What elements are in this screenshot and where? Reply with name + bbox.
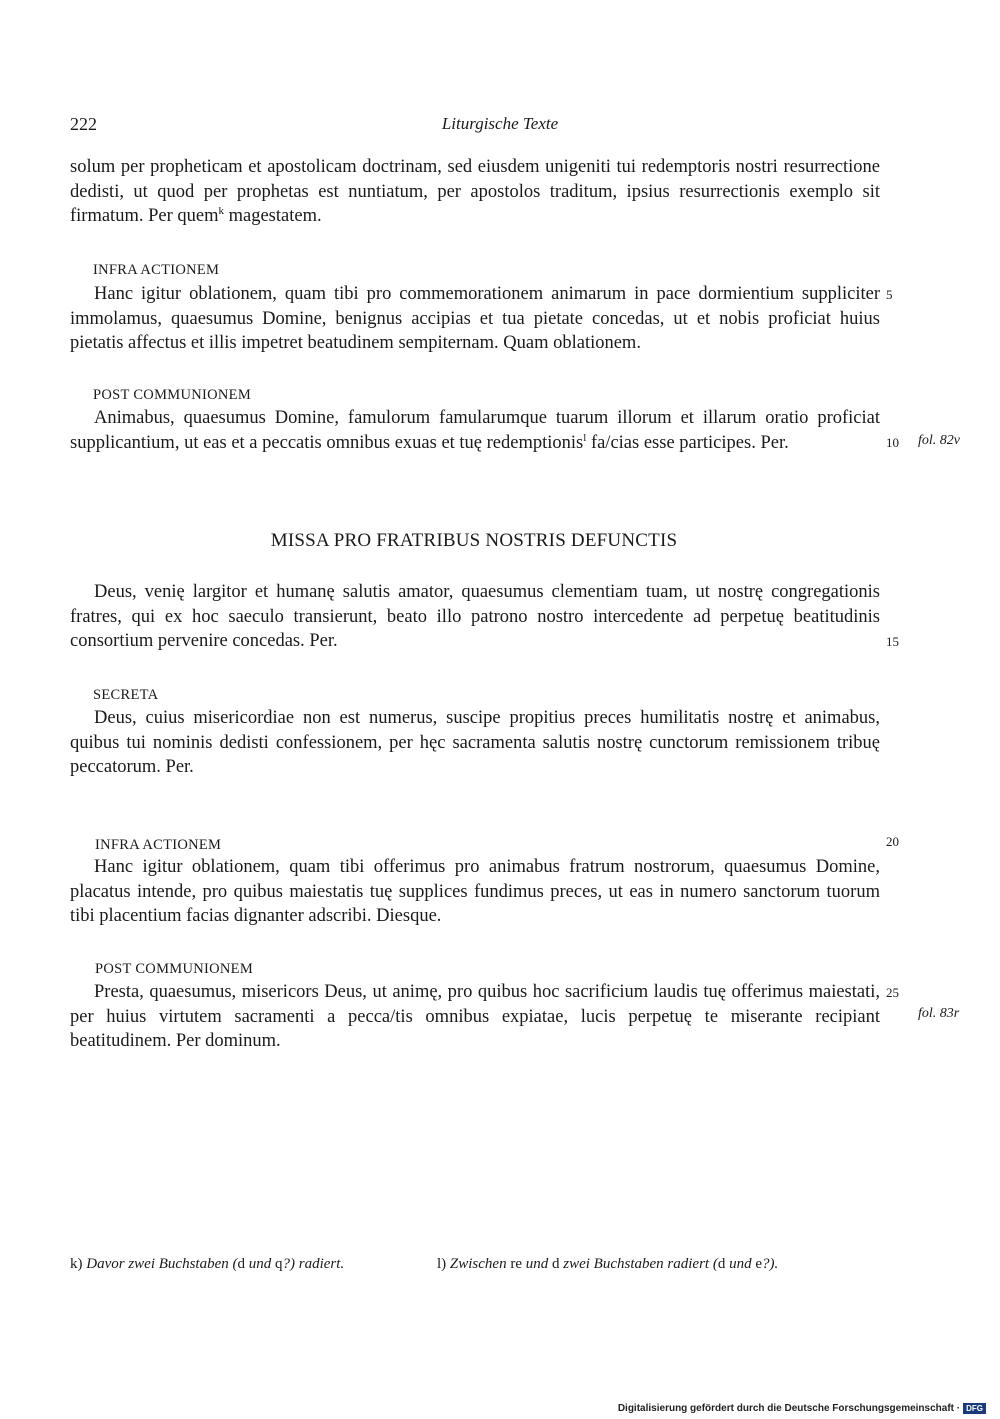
paragraph — [70, 406, 880, 455]
section-heading: INFRA ACTIONEM — [93, 262, 220, 278]
text: Davor zwei Buchstaben ( — [86, 1256, 238, 1272]
text: Animabus, quaesumus Domine, famulorum famularumque tuarum illorum et illarum oratio proficiat supplicantium, ut eas et a peccatis omnibus exuas et tuę redemptionis — [70, 408, 880, 453]
line-number: 20 — [886, 834, 899, 849]
text: und — [725, 1256, 756, 1272]
line-number: 5 — [886, 287, 893, 302]
mass-title: MISSA PRO FRATRIBUS NOSTRIS DEFUNCTIS — [270, 530, 678, 551]
text: solum per propheticam et apostolicam doctrinam, sed eiusdem unigeniti tui redemptoris nostri resurrectione dedisti, ut quod per prophetas est nuntiatum, per apostolos traditum, ipsius resurrectionis exemplo sit firmatum. Per quem — [70, 157, 880, 226]
line-number: 10 — [886, 435, 899, 450]
text: und — [244, 1256, 275, 1272]
paragraph — [70, 855, 880, 929]
text: fa/cias esse participes. Per. — [586, 432, 789, 453]
text: Hanc igitur oblationem, quam tibi offerimus pro animabus fratrum nostrorum, quaesumus Domine, placatus intende, pro quibus maiestatis tuę supplices fundimus preces, ut eas in numero sanctorum tuorum tibi placentium facias dignanter adscribi. Diesque. — [70, 857, 880, 926]
dfg-logo: DFG — [963, 1403, 986, 1414]
footnote-l — [437, 1256, 778, 1273]
page-number: 222 — [70, 114, 97, 134]
paragraph-continuation — [70, 155, 880, 229]
text: ?). — [762, 1256, 779, 1272]
line-number: 25 — [886, 985, 899, 1000]
footnote-k — [70, 1256, 344, 1273]
text: und — [525, 1256, 549, 1272]
text: Zwischen — [449, 1256, 507, 1272]
credit-text: Digitalisierung gefördert durch die Deutsche Forschungsgemeinschaft · — [617, 1403, 961, 1414]
text: d — [717, 1256, 726, 1272]
text: Presta, quaesumus, misericors Deus, ut animę, pro quibus hoc sacrificium laudis tuę offerimus maiestati, per huius virtutem sacramenti a pecca/tis omnibus expiatae, lucis perpetuę te miserante recipiant beatitudinem. Per dominum. — [70, 982, 880, 1051]
text: zwei Buchstaben radiert ( — [563, 1256, 718, 1272]
folio-marker: fol. 83r — [918, 1006, 960, 1021]
text: e — [755, 1256, 762, 1272]
text: re — [506, 1256, 526, 1272]
paragraph — [70, 980, 880, 1054]
section-heading: POST COMMUNIONEM — [93, 387, 252, 403]
line-number: 15 — [886, 634, 899, 649]
footnote-ref-k: k — [218, 204, 224, 217]
section-heading: INFRA ACTIONEM — [95, 837, 222, 853]
text: Hanc igitur oblationem, quam tibi pro commemorationem animarum in pace dormientium suppliciter immolamus, quaesumus Domine, benignus accipias et tua pietate concedas, ut et nobis proficiat huius pietatis affectus et illis impetret beatudinem sempiternam. Quam oblationem. — [70, 284, 880, 353]
paragraph — [70, 580, 880, 654]
folio-marker: fol. 82v — [918, 433, 960, 448]
text: d — [548, 1256, 564, 1272]
text: q — [274, 1256, 283, 1272]
footnote-ref-l: l — [583, 431, 587, 444]
text: d — [237, 1256, 245, 1272]
text: ?) radiert. — [282, 1256, 345, 1272]
paragraph — [70, 282, 880, 356]
running-title: Liturgische Texte — [441, 114, 559, 133]
footnote-mark: k) — [70, 1256, 83, 1272]
text: magestatem. — [223, 206, 322, 226]
paragraph — [70, 706, 880, 780]
section-heading: SECRETA — [93, 687, 159, 703]
text: Deus, cuius misericordiae non est numerus, suscipe propitius preces humilitatis nostrę et animabus, quibus tui nominis dedisti confessionem, per hęc sacramenta salutis nostrę cunctorum remissionem tribuę peccatorum. Per. — [70, 708, 880, 777]
text: Deus, venię largitor et humanę salutis amator, quaesumus clementiam tuam, ut nostrę congregationis fratres, qui ex hoc saeculo transierunt, beato illo patrono nostro intercedente ad perpetuę beatitudinis consortium pervenire concedas. Per. — [70, 582, 880, 651]
footnote-mark: l) — [437, 1256, 447, 1272]
funding-credit — [618, 1403, 986, 1414]
section-heading: POST COMMUNIONEM — [95, 961, 254, 977]
